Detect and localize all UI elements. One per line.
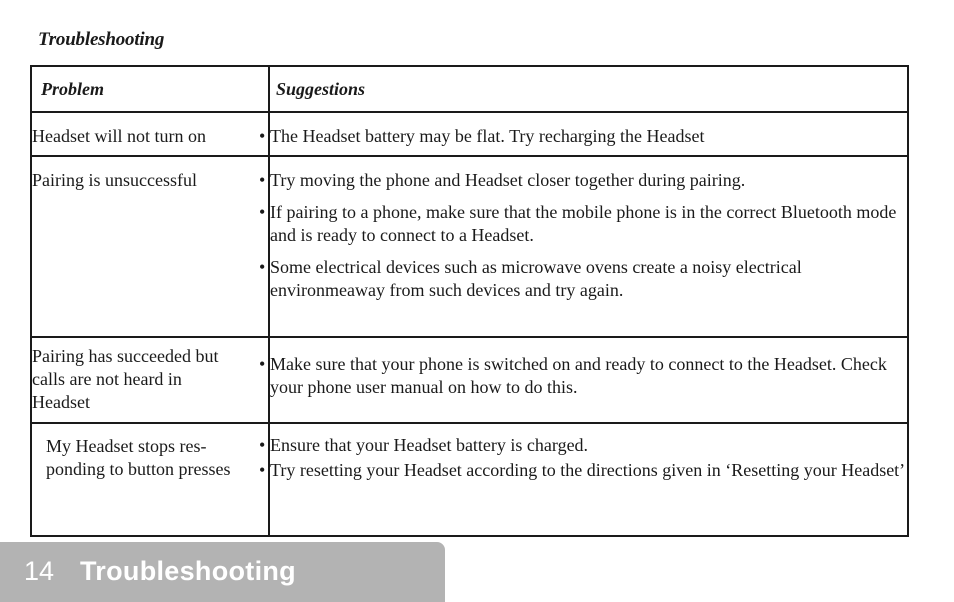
column-header-suggestions: Suggestions <box>269 66 908 112</box>
suggestion-text: Try moving the phone and Headset closer together during pairing. <box>270 170 746 190</box>
bullet-icon: • <box>259 126 266 146</box>
table-header-row <box>31 66 908 112</box>
footer-section-title: Troubleshooting <box>80 556 296 586</box>
suggestion-item <box>259 169 907 192</box>
bullet-icon: • <box>259 257 266 277</box>
problem-text: Pairing is unsuccessful <box>32 170 197 190</box>
suggestion-text: Some electrical devices such as microwave ovens create a noisy electrical environmeaway from such devices and try again. <box>270 257 802 300</box>
problem-cell <box>31 112 269 156</box>
problem-text-line: My Headset stops res- <box>46 436 207 456</box>
bullet-icon: • <box>259 170 266 190</box>
bullet-icon: • <box>259 460 266 480</box>
section-heading: Troubleshooting <box>38 29 165 50</box>
problem-cell <box>31 156 269 337</box>
table-row <box>31 337 908 423</box>
suggestion-item <box>259 201 907 247</box>
page-number: 14 <box>24 556 55 586</box>
table-row <box>31 112 908 156</box>
problem-text-line: calls are not heard in <box>32 369 182 389</box>
suggestion-text: The Headset battery may be flat. Try recharging the Headset <box>270 126 705 146</box>
suggestion-item <box>259 459 907 482</box>
problem-cell <box>31 423 269 536</box>
suggestion-item <box>259 256 907 302</box>
troubleshooting-table <box>30 65 909 537</box>
suggestion-item <box>259 353 907 399</box>
suggestion-cell <box>259 112 908 156</box>
problem-text-line: ponding to button presses <box>46 459 231 479</box>
suggestion-text: Make sure that your phone is switched on and ready to connect to the Headset. Check your phone user manual on how to do this. <box>270 354 887 397</box>
bullet-icon: • <box>259 354 266 374</box>
table-row <box>31 423 908 536</box>
bullet-icon: • <box>259 202 266 222</box>
suggestion-text: If pairing to a phone, make sure that the mobile phone is in the correct Bluetooth mode and is ready to connect to a Headset. <box>270 202 897 245</box>
suggestion-cell <box>259 423 908 536</box>
problem-text-line: Pairing has succeeded but <box>32 346 219 366</box>
bullet-icon: • <box>259 435 266 455</box>
suggestion-item <box>259 434 907 457</box>
suggestion-text: Try resetting your Headset according to the directions given in ‘Resetting your Headset’ <box>270 460 906 480</box>
column-header-problem: Problem <box>31 66 269 112</box>
suggestion-cell <box>259 337 908 423</box>
problem-text-line: Headset <box>32 392 90 412</box>
problem-text: Headset will not turn on <box>32 126 206 146</box>
suggestion-cell <box>259 156 908 337</box>
suggestion-item <box>259 125 907 148</box>
problem-cell <box>31 337 269 423</box>
table-row <box>31 156 908 337</box>
page-footer-tab <box>0 542 445 602</box>
suggestion-text: Ensure that your Headset battery is charged. <box>270 435 589 455</box>
